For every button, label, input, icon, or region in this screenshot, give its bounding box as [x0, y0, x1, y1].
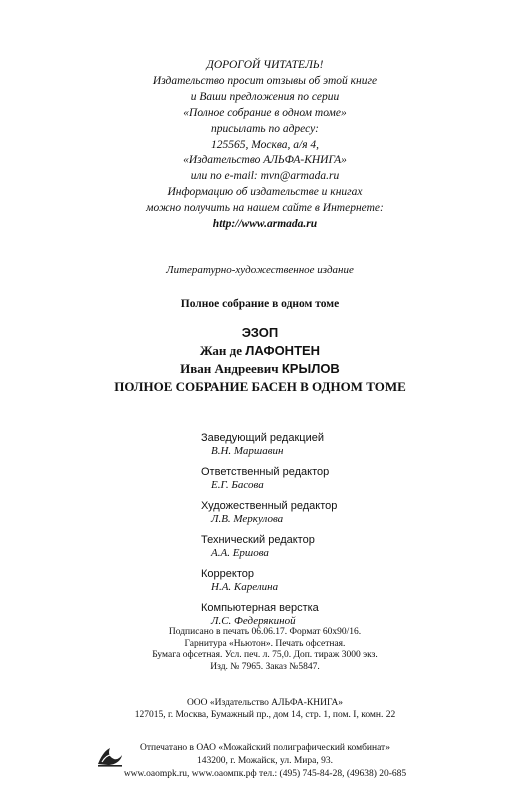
authors-block	[0, 324, 520, 396]
imprint-line: Гарнитура «Ньютон». Печать офсетная.	[184, 638, 346, 649]
credit-person: А.А. Ершова	[211, 547, 269, 559]
credit-entry	[201, 534, 461, 560]
notice-line: можно получить на нашем сайте в Интернете:	[146, 202, 384, 215]
author-surname: КРЫЛОВ	[281, 361, 340, 376]
credit-role: Художественный редактор	[201, 500, 338, 512]
notice-line: и Ваши предложения по серии	[190, 90, 340, 103]
notice-line: «Издательство АЛЬФА-КНИГА»	[183, 154, 347, 167]
imprint-block	[0, 627, 530, 673]
author-given-name: Иван Андреевич	[180, 361, 279, 376]
notice-line: ДОРОГОЙ ЧИТАТЕЛЬ!	[206, 59, 324, 71]
author-surname: ЛАФОНТЕН	[245, 343, 321, 358]
credit-role: Ответственный редактор	[201, 466, 330, 478]
credit-role: Заведующий редакцией	[201, 432, 324, 444]
credit-person: Е.Г. Басова	[211, 479, 264, 491]
publisher-address: 127015, г. Москва, Бумажный пр., дом 14, стр. 1, пом. I, комн. 22	[134, 709, 396, 720]
credit-person: В.Н. Маршавин	[211, 445, 284, 457]
notice-line: Информацию об издательстве и книгах	[167, 186, 363, 199]
website-link: http://www.armada.ru	[212, 218, 318, 231]
publisher-name: ООО «Издательство АЛЬФА-КНИГА»	[186, 698, 344, 708]
notice-line: или по e-mail: mvn@armada.ru	[190, 170, 340, 183]
imprint-line: Бумага офсетная. Усл. печ. л. 75,0. Доп. тираж 3000 экз.	[152, 650, 378, 660]
credit-role: Корректор	[201, 568, 254, 580]
credit-role: Компьютерная верстка	[201, 602, 319, 614]
author-aesop: ЭЗОП	[241, 325, 279, 340]
notice-line: Издательство просит отзывы об этой книге	[152, 74, 378, 87]
reader-notice	[0, 58, 530, 233]
credit-role: Технический редактор	[201, 534, 315, 546]
book-title: ПОЛНОЕ СОБРАНИЕ БАСЕН В ОДНОМ ТОМЕ	[114, 379, 406, 394]
printer-line: www.oaompk.ru, www.оаомпк.рф тел.: (495) 745-84-28, (49638) 20-685	[123, 768, 407, 779]
credit-person: Л.В. Меркулова	[211, 513, 284, 525]
printer-line: 143200, г. Можайск, ул. Мира, 93.	[197, 755, 333, 766]
credit-entry	[201, 602, 461, 628]
series-title: Полное собрание в одном томе	[180, 298, 340, 310]
publisher-block	[0, 698, 530, 722]
credit-entry	[201, 568, 461, 594]
credit-entry	[201, 500, 461, 526]
genre-label: Литературно-художественное издание	[166, 264, 354, 276]
imprint-line: Изд. № 7965. Заказ №5847.	[210, 661, 320, 672]
printer-line: Отпечатано в ОАО «Можайский полиграфический комбинат»	[140, 743, 390, 753]
notice-line: присылать по адресу:	[211, 122, 319, 135]
imprint-line: Подписано в печать 06.06.17. Формат 60х90/16.	[168, 627, 362, 637]
notice-line: «Полное собрание в одном томе»	[183, 106, 347, 119]
author-krylov	[0, 360, 520, 378]
credit-person: Н.А. Карелина	[211, 581, 279, 593]
printer-block	[0, 742, 530, 780]
notice-line: 125565, Москва, а/я 4,	[210, 138, 320, 151]
credit-entry	[201, 466, 461, 492]
author-given-name: Жан де	[199, 343, 243, 358]
credits-list	[201, 432, 461, 636]
author-lafontaine	[0, 342, 520, 360]
credit-entry	[201, 432, 461, 458]
credit-person: Л.С. Федерякиной	[211, 615, 296, 627]
